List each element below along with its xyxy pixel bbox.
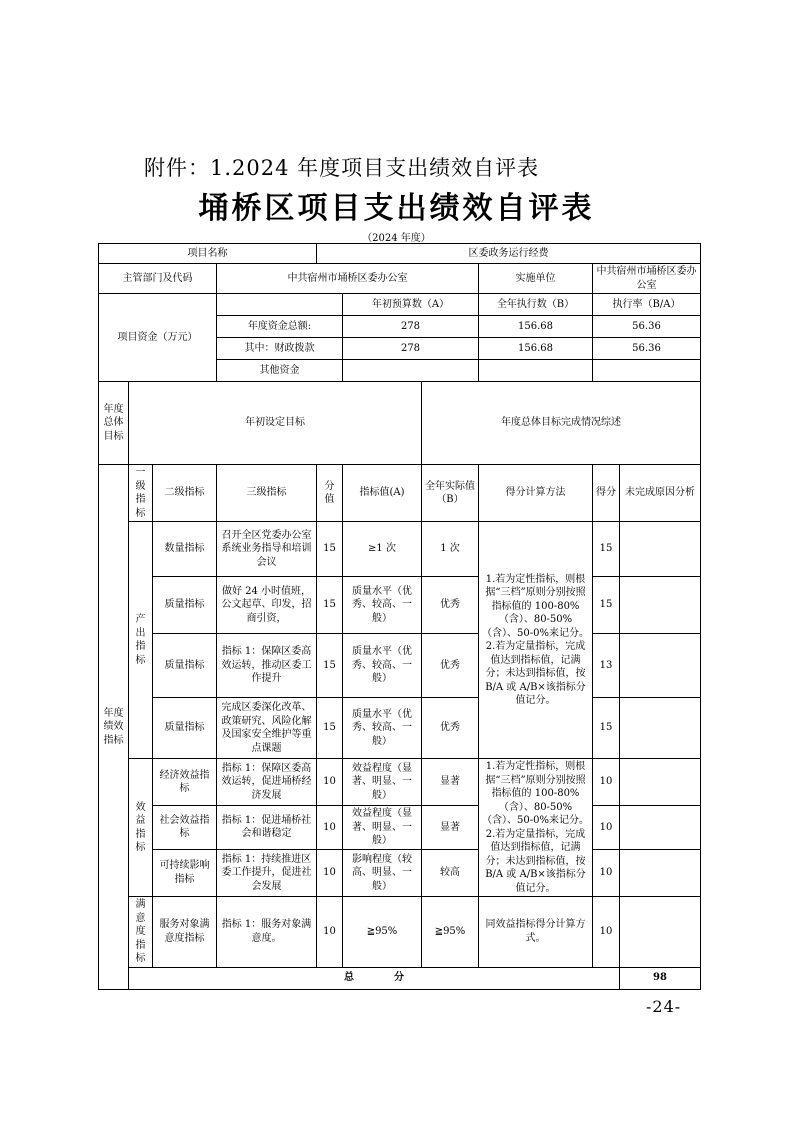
level2-cell: 质量指标 — [153, 634, 217, 698]
level3-cell: 完成区委深化改革、政策研究、风险化解及国家安全维护等重点课题 — [217, 698, 317, 759]
method-header: 得分计算方法 — [479, 465, 593, 522]
total-score: 98 — [620, 967, 701, 989]
target-cell: ≧95% — [343, 897, 422, 968]
actual-cell: 显著 — [422, 759, 479, 806]
level1-header: 一级指标 — [129, 465, 153, 522]
weight-header: 分值 — [317, 465, 343, 522]
score-cell: 10 — [593, 849, 620, 896]
unit-value: 中共宿州市埇桥区委办公室 — [593, 264, 701, 294]
row-funds-header — [99, 294, 701, 316]
score-cell: 10 — [593, 806, 620, 850]
score-cell: 15 — [593, 522, 620, 577]
reason-cell — [620, 522, 701, 577]
funds-row-budget — [343, 360, 479, 382]
row-indicator-header — [99, 465, 701, 522]
unit-label: 实施单位 — [479, 264, 593, 294]
table-row — [99, 522, 701, 577]
level3-cell: 指标 1：持续推进区委工作提升，促进社会发展 — [217, 849, 317, 896]
score-cell: 13 — [593, 634, 620, 698]
funds-row-rate: 56.36 — [593, 338, 701, 360]
row-total — [99, 967, 701, 989]
table-row — [99, 806, 701, 850]
row-project-name — [99, 244, 701, 264]
total-label: 总 分 — [129, 967, 620, 989]
funds-row-budget: 278 — [343, 316, 479, 338]
weight-cell: 15 — [317, 522, 343, 577]
effect-method-cell: 1.若为定性指标，则根据“三档”原则分别按照指标值的 100-80%（含）、80-50%（含）、50-0%来记分。2.若为定量指标，完成值达到指标值，记满分；未达到指标值，按 B/A 或 A/B×该指标分值记分。 — [479, 759, 593, 897]
weight-cell: 10 — [317, 897, 343, 968]
reason-cell — [620, 698, 701, 759]
weight-cell: 15 — [317, 634, 343, 698]
level2-cell: 经济效益指标 — [153, 759, 217, 806]
level2-cell: 数量指标 — [153, 522, 217, 577]
level3-cell: 指标 1：保障区委高效运转，促进埇桥经济发展 — [217, 759, 317, 806]
funds-row-label: 其中：财政拨款 — [217, 338, 343, 360]
dept-value: 中共宿州市埇桥区委办公室 — [217, 264, 479, 294]
effect-indicator-label: 效益指标 — [129, 759, 153, 897]
level2-header: 二级指标 — [153, 465, 217, 522]
annual-goal-label: 年度总体目标 — [99, 382, 129, 465]
attachment-title: 附件：1.2024 年度项目支出绩效自评表 — [144, 156, 540, 180]
col-budget-header: 年初预算数（A） — [343, 294, 479, 316]
score-cell: 10 — [593, 897, 620, 968]
dept-label: 主管部门及代码 — [99, 264, 217, 294]
funds-label: 项目资金（万元） — [99, 294, 217, 382]
reason-cell — [620, 806, 701, 850]
table-row — [99, 698, 701, 759]
reason-cell — [620, 577, 701, 634]
actual-cell: 1 次 — [422, 522, 479, 577]
output-indicator-label: 产出指标 — [129, 522, 153, 759]
level2-cell: 社会效益指标 — [153, 806, 217, 850]
goal-summary-header: 年度总体目标完成情况综述 — [422, 382, 701, 465]
funds-row-exec — [479, 360, 593, 382]
output-method-cell: 1.若为定性指标，则根据“三档”原则分别按照指标值的 100-80%（含）、80-50%（含）、50-0%来记分。2.若为定量指标，完成值达到指标值，记满分；未达到指标值，按 B/A 或 A/B×该指标分值记分。 — [479, 522, 593, 759]
table-row — [99, 897, 701, 968]
project-name-value: 区委政务运行经费 — [317, 244, 701, 264]
actual-cell: 优秀 — [422, 634, 479, 698]
level2-cell: 质量指标 — [153, 577, 217, 634]
target-cell: 质量水平（优秀、较高、一般） — [343, 577, 422, 634]
col-exec-header: 全年执行数（B） — [479, 294, 593, 316]
col-rate-header: 执行率（B/A） — [593, 294, 701, 316]
row-annual-goals — [99, 382, 701, 465]
weight-cell: 15 — [317, 698, 343, 759]
table-row — [99, 849, 701, 896]
score-header: 得分 — [593, 465, 620, 522]
target-cell: 效益程度（显著、明显、一般） — [343, 806, 422, 850]
reason-cell — [620, 759, 701, 806]
actual-cell: 较高 — [422, 849, 479, 896]
funds-row-rate: 56.36 — [593, 316, 701, 338]
funds-row-label: 其他资金 — [217, 360, 343, 382]
weight-cell: 10 — [317, 849, 343, 896]
level3-cell: 指标 1：服务对象满意度。 — [217, 897, 317, 968]
actual-cell: 显著 — [422, 806, 479, 850]
satisfaction-method-cell: 同效益指标得分计算方式。 — [479, 897, 593, 968]
target-cell: 质量水平（优秀、较高、一般） — [343, 634, 422, 698]
actual-cell: ≧95% — [422, 897, 479, 968]
table-row — [99, 759, 701, 806]
actual-cell: 优秀 — [422, 577, 479, 634]
reason-header: 未完成原因分析 — [620, 465, 701, 522]
level2-cell: 质量指标 — [153, 698, 217, 759]
reason-cell — [620, 849, 701, 896]
level3-header: 三级指标 — [217, 465, 317, 522]
page-title: 埇桥区项目支出绩效自评表 — [198, 191, 595, 226]
reason-cell — [620, 897, 701, 968]
target-cell: 影响程度（较高、明显、一般） — [343, 849, 422, 896]
table-row — [99, 634, 701, 698]
weight-cell: 15 — [317, 577, 343, 634]
initial-goal-header: 年初设定目标 — [129, 382, 422, 465]
performance-indicators-label: 年度绩效指标 — [99, 465, 129, 990]
level2-cell: 可持续影响指标 — [153, 849, 217, 896]
weight-cell: 10 — [317, 759, 343, 806]
funds-row-exec: 156.68 — [479, 338, 593, 360]
performance-table — [98, 243, 701, 990]
reason-cell — [620, 634, 701, 698]
year-note: （2024 年度） — [362, 233, 431, 244]
funds-row-budget: 278 — [343, 338, 479, 360]
level3-cell: 指标 1：保障区委高效运转，推动区委工作提升 — [217, 634, 317, 698]
level3-cell: 指标 1：促进埇桥社会和谐稳定 — [217, 806, 317, 850]
project-name-label: 项目名称 — [99, 244, 317, 264]
page-number: -24- — [646, 997, 682, 1016]
score-cell: 15 — [593, 698, 620, 759]
funds-row-rate — [593, 360, 701, 382]
row-department — [99, 264, 701, 294]
target-cell: 质量水平（优秀、较高、一般） — [343, 698, 422, 759]
weight-cell: 10 — [317, 806, 343, 850]
actual-cell: 优秀 — [422, 698, 479, 759]
table-row — [99, 577, 701, 634]
score-cell: 10 — [593, 759, 620, 806]
level3-cell: 做好 24 小时值班，公文起草、印发，招商引资， — [217, 577, 317, 634]
level2-cell: 服务对象满意度指标 — [153, 897, 217, 968]
score-cell: 15 — [593, 577, 620, 634]
target-cell: ≥1 次 — [343, 522, 422, 577]
satisfaction-indicator-label: 满意度指标 — [129, 897, 153, 968]
funds-row-label: 年度资金总额: — [217, 316, 343, 338]
level3-cell: 召开全区党委办公室系统业务指导和培训会议 — [217, 522, 317, 577]
funds-row-exec: 156.68 — [479, 316, 593, 338]
target-header: 指标值(A) — [343, 465, 422, 522]
actual-header: 全年实际值（B） — [422, 465, 479, 522]
target-cell: 效益程度（显著、明显、一般） — [343, 759, 422, 806]
